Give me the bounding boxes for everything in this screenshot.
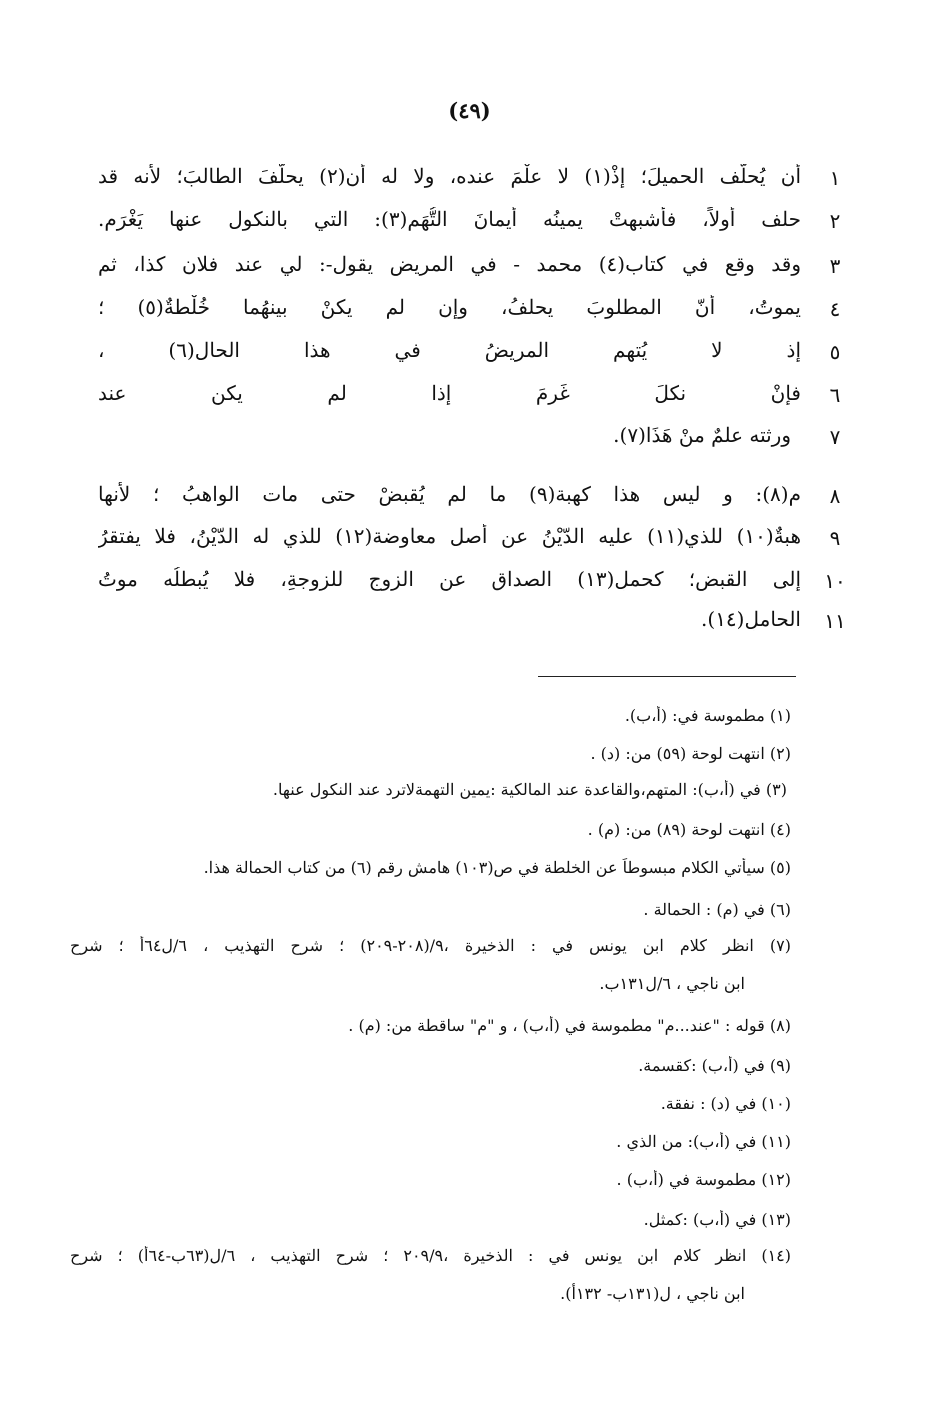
text-line <box>0 160 939 200</box>
line-text: أن يُحلّف الحميلَ؛ إذْ(١) لا علْمَ عنده، ولا له أن(٢) يحلّفَ الطالبَ؛ لأنه قد <box>98 164 801 188</box>
text-line <box>0 603 939 643</box>
line-text: م(٨): و ليس هذا كهبة(٩) ما لم يُقبضْ حتى مات الواهبُ ؛ لأنها <box>98 482 801 506</box>
line-number: ٨ <box>829 484 841 508</box>
text-line <box>0 478 939 518</box>
footnote: (١١) في (أ،ب): من الذي . <box>616 1132 791 1151</box>
footnote: (٦) في (م) : الحمالة . <box>643 900 791 919</box>
footnote: (٩) في (أ،ب) :كقسمة. <box>638 1056 791 1075</box>
footnote: (٣) في (أ،ب): المتهم،والقاعدة عند المالكية :يمين التهمةلاترد عند النكول عنها. <box>272 780 787 799</box>
line-number: ١٠ <box>824 569 846 593</box>
footnote-continuation: ابن ناجي ، ٦/ل١٣١ب. <box>599 974 745 993</box>
footnote: (١٣) في (أ،ب) :كمثل. <box>643 1210 791 1229</box>
footnote: (١٠) في (د) : نفقة. <box>660 1094 791 1113</box>
text-line <box>0 377 939 417</box>
footnote: (١) مطموسة في: (أ،ب). <box>624 706 791 725</box>
line-text: فإنْ نكلَ غَرِمَ إذا لم يكن عند <box>98 381 801 405</box>
line-text: ورثته علمٌ منْ هَذَا(٧). <box>613 423 791 447</box>
text-line <box>0 334 939 374</box>
footnote: (٨) قوله : "عند...م" مطموسة في (أ،ب) ، و "م" ساقطة من: (م) . <box>348 1016 791 1035</box>
footnote: (١٤) انظر كلام ابن يونس في : الذخيرة ،٢٠٩/٩ ؛ شرح التهذيب ، ٦/ل(٦٣ب-٦٤أ) ؛ شرح <box>70 1246 791 1265</box>
footnote: (٢) انتهت لوحة (٥٩) من: (د) . <box>590 744 791 763</box>
footnote: (٤) انتهت لوحة (٨٩) من: (م) . <box>587 820 791 839</box>
text-line <box>0 520 939 560</box>
line-text: الحاملِ(١٤). <box>701 607 801 631</box>
page-number: (٤٩) <box>448 98 491 123</box>
footnote: (٧) انظر كلام ابن يونس في : الذخيرة ،٩/(٢٠٨-٢٠٩) ؛ شرح التهذيب ، ٦/ل٦٤أ ؛ شرح <box>70 936 791 955</box>
line-number: ٥ <box>829 340 841 364</box>
footnote: (١٢) مطموسة في (أ،ب) . <box>616 1170 791 1189</box>
line-number: ٣ <box>829 254 841 278</box>
line-number: ٦ <box>829 383 841 407</box>
line-number: ٧ <box>829 425 841 449</box>
footnote-continuation: ابن ناجي ، ل(١٣١ب- ١٣٢أ). <box>560 1284 745 1303</box>
line-text: حلف أولاً، فأشبهتْ يمينُه أيمانَ التُّهَم(٣): التي بالنكول عنها يَغْرَم. <box>98 207 801 231</box>
line-text: إذ لا يُتهم المريضُ في هذا الحال(٦) ، <box>98 338 801 362</box>
line-text: يموتُ، أنّ المطلوبَ يحلفُ، وإن لم يكنْ بينهُما خُلْطةٌ(٥) ؛ <box>98 295 801 319</box>
footnote: (٥) سيأتي الكلام مبسوطاً عن الخلطة في ص(١٠٣) هامش رقم (٦) من كتاب الحمالة هذا. <box>203 858 791 877</box>
text-line <box>0 248 939 288</box>
line-number: ٩ <box>829 526 841 550</box>
line-text: وقد وقع في كتاب(٤) محمد - في المريض يقول-: لي عند فلان كذا، ثم <box>98 252 801 276</box>
line-number: ١١ <box>824 609 846 633</box>
line-number: ٤ <box>829 297 841 321</box>
line-number: ١ <box>829 166 841 190</box>
footnote-separator <box>538 676 796 677</box>
line-number: ٢ <box>829 209 841 233</box>
text-line <box>0 563 939 603</box>
line-text: هبةٌ(١٠) للذي(١١) عليه الدّيْنُ عن أصلِ معاوضة(١٢) للذي له الدّيْنُ، فلا يفتقرُ <box>98 524 801 548</box>
text-line <box>0 291 939 331</box>
line-text: إلى القبض؛ كحملِ(١٣) الصداقِ عن الزوجِ للزوجةِ، فلا يُبطلُه موتُ <box>98 567 801 591</box>
text-line <box>0 203 939 243</box>
text-line <box>0 419 939 459</box>
